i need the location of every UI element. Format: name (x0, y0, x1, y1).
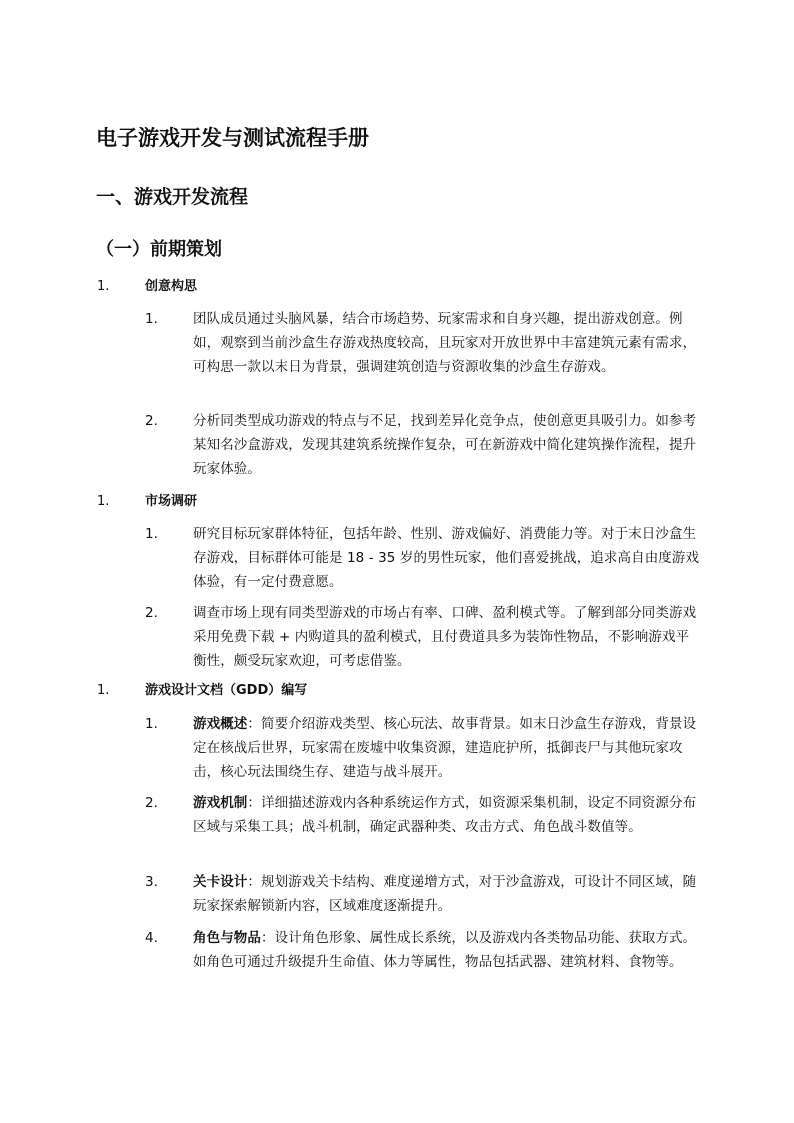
list-item-text: 关卡设计：规划游戏关卡结构、难度递增方式，对于沙盒游戏，可设计不同区域，随玩家探索解锁新内容，区域难度逐渐提升。 (193, 874, 697, 914)
list-item-text: 研究目标玩家群体特征，包括年龄、性别、游戏偏好、消费能力等。对于末日沙盒生存游戏，目标群体可能是 18 - 35 岁的男性玩家，他们喜爱挑战，追求高自由度游戏体验，有一定付费意愿。 (193, 526, 700, 590)
list-item-text: 角色与物品：设计角色形象、属性成长系统，以及游戏内各类物品功能、获取方式。如角色可通过升级提升生命值、体力等属性，物品包括武器、建筑材料、食物等。 (193, 930, 697, 970)
document-title: 电子游戏开发与测试流程手册 (96, 126, 369, 150)
list-item-number: 1. (145, 311, 158, 327)
list-group-heading (0, 491, 794, 513)
list-item-lead: 关卡设计 (193, 874, 248, 890)
list-group-number: 1. (97, 494, 110, 509)
list-item-number: 1. (145, 526, 158, 542)
list-item-lead: 游戏概述 (193, 716, 248, 732)
list-item-number: 4. (145, 930, 158, 946)
list-group-number: 1. (97, 279, 110, 294)
list-item-text: 游戏概述：简要介绍游戏类型、核心玩法、故事背景。如末日沙盒生存游戏，背景设定在核战后世界，玩家需在废墟中收集资源，建造庇护所，抵御丧尸与其他玩家攻击，核心玩法围绕生存、建造与战斗展开。 (193, 716, 697, 780)
list-item-lead: 游戏机制 (193, 795, 248, 811)
list-group-heading (0, 680, 794, 702)
list-item-text: 调查市场上现有同类型游戏的市场占有率、口碑、盈利模式等。了解到部分同类游戏采用免费下载 + 内购道具的盈利模式，且付费道具多为装饰性物品，不影响游戏平衡性，颇受玩家欢迎，可考虑借鉴。 (193, 605, 697, 669)
list-item-text: 分析同类型成功游戏的特点与不足，找到差异化竞争点，使创意更具吸引力。如参考某知名沙盒游戏，发现其建筑系统操作复杂，可在新游戏中简化建筑操作流程，提升玩家体验。 (193, 413, 697, 477)
list-item-text: 团队成员通过头脑风暴，结合市场趋势、玩家需求和自身兴趣，提出游戏创意。例如，观察到当前沙盒生存游戏热度较高，且玩家对开放世界中丰富建筑元素有需求，可构思一款以末日为背景，强调建筑创造与资源收集的沙盒生存游戏。 (193, 311, 697, 375)
list-item-number: 3. (145, 874, 158, 890)
section-heading: 一、游戏开发流程 (96, 186, 249, 208)
list-item-lead: 角色与物品 (193, 930, 261, 946)
list-item-number: 2. (145, 605, 158, 621)
list-group-label: 游戏设计文档（GDD）编写 (145, 683, 308, 698)
list-item-number: 1. (145, 716, 158, 732)
list-group-number: 1. (97, 683, 110, 698)
list-group-heading (0, 276, 794, 298)
list-item-number: 2. (145, 795, 158, 811)
list-item-text: 游戏机制：详细描述游戏内各种系统运作方式，如资源采集机制，设定不同资源分布区域与采集工具；战斗机制，确定武器种类、攻击方式、角色战斗数值等。 (193, 795, 697, 835)
list-group-label: 市场调研 (145, 494, 198, 509)
list-item-number: 2. (145, 413, 158, 429)
list-group-label: 创意构思 (145, 279, 198, 294)
subsection-heading: （一）前期策划 (96, 239, 222, 260)
